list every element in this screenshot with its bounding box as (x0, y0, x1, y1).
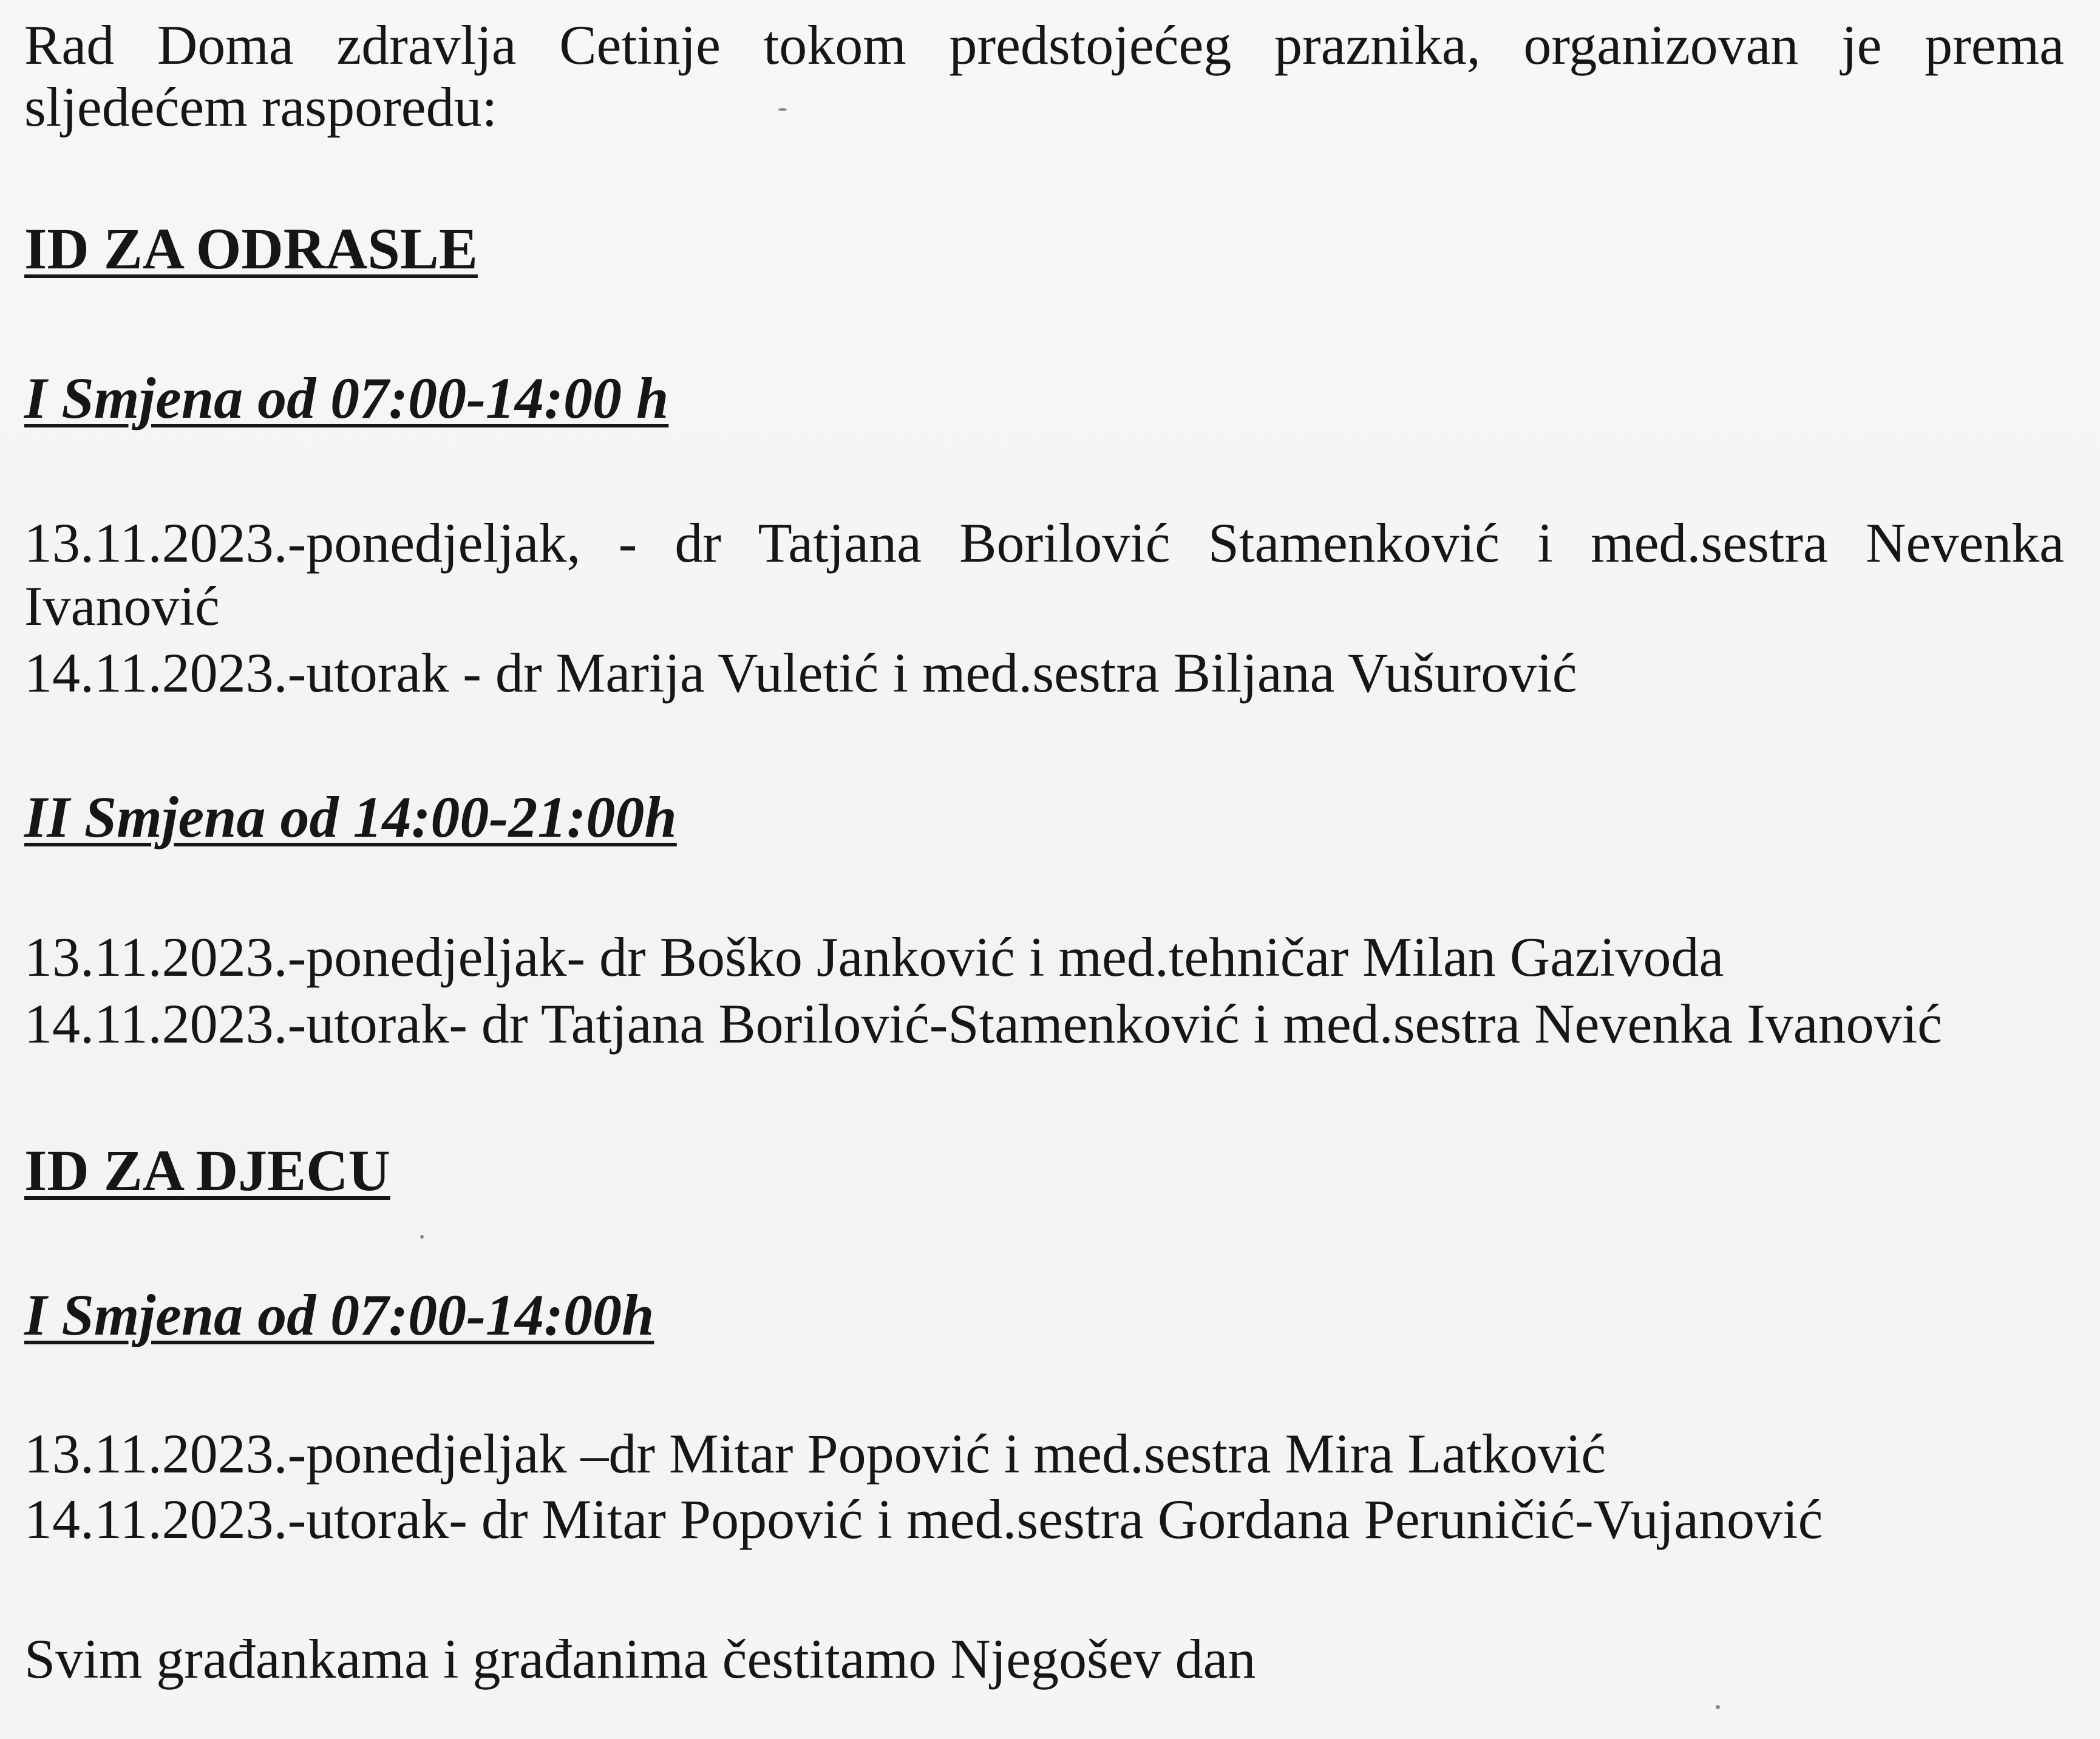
schedule-entry: 13.11.2023.-ponedjeljak, - dr Tatjana Borilović Stamenković i med.sestra Nevenka (24, 512, 2064, 574)
intro-line-1: Rad Doma zdravlja Cetinje tokom predstojećeg praznika, organizovan je prema (24, 14, 2064, 76)
schedule-entry: 14.11.2023.-utorak- dr Mitar Popović i med.sestra Gordana Peruničić-Vujanović (24, 1488, 1823, 1550)
schedule-entry-continuation: Ivanović (24, 575, 220, 637)
shift-title-djecu-1: I Smjena od 07:00-14:00h (24, 1282, 654, 1347)
schedule-entry: 13.11.2023.-ponedjeljak- dr Boško Janković i med.tehničar Milan Gazivoda (24, 926, 1724, 988)
paper-speck (778, 108, 787, 111)
paper-speck (1716, 1705, 1720, 1709)
shift-title-odrasle-2: II Smjena od 14:00-21:00h (24, 784, 677, 849)
schedule-entry: 14.11.2023.-utorak - dr Marija Vuletić i med.sestra Biljana Vušurović (24, 642, 1577, 704)
shift-title-odrasle-1: I Smjena od 07:00-14:00 h (24, 366, 669, 430)
paper-speck (420, 1235, 424, 1239)
section-title-odrasle: ID ZA ODRASLE (24, 216, 478, 281)
closing-greeting: Svim građankama i građanima čestitamo Njegošev dan (24, 1628, 1256, 1690)
intro-line-2: sljedećem rasporedu: (24, 76, 498, 138)
schedule-entry: 13.11.2023.-ponedjeljak –dr Mitar Popović i med.sestra Mira Latković (24, 1423, 1606, 1485)
schedule-entry: 14.11.2023.-utorak- dr Tatjana Borilović-Stamenković i med.sestra Nevenka Ivanović (24, 993, 1942, 1055)
section-title-djecu: ID ZA DJECU (24, 1138, 390, 1203)
